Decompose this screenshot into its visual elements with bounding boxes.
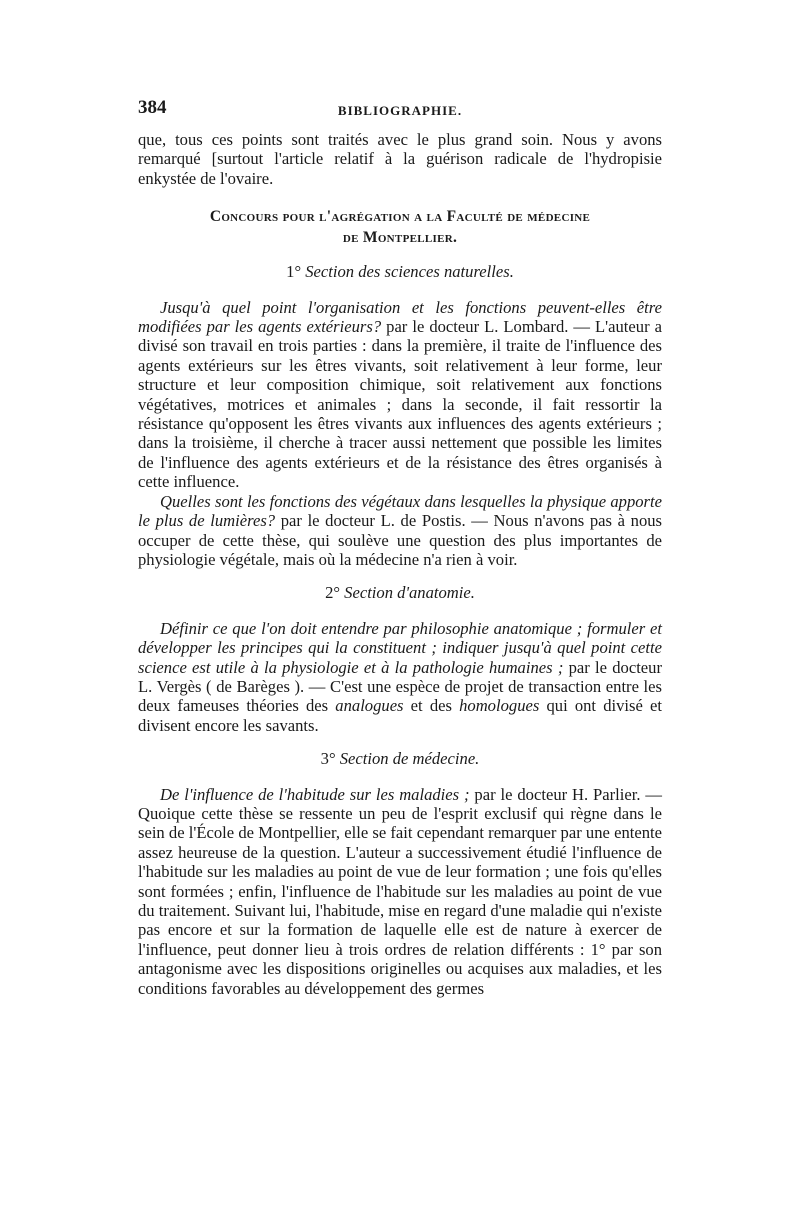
running-title: BIBLIOGRAPHIE. xyxy=(337,103,463,118)
thesis-title: Définir ce que l'on doit entendre par philosophie anatomique ; formuler et développer les principes qui la constituent ; indiquer jusqu'à quel point cette science est utile à la physiologie et à la pathologie humaines ; xyxy=(138,618,662,677)
entry-lombard xyxy=(138,298,662,492)
thesis-title: De l'influence de l'habitude sur les maladies ; xyxy=(160,784,470,804)
section-heading-anatomie xyxy=(138,583,662,602)
entry-text: par le docteur L. Lombard. — L'auteur a divisé son travail en trois parties : dans la première, il traite de l'influence des agents extérieurs sur les êtres vivants, soit relativement à leur forme, leur structure et leur composition chimique, soit relativement aux fonctions végétatives, motrices et animales ; dans la seconde, il fait ressortir la résistance qu'opposent les êtres vivants aux influences des agents extérieurs ; dans la troisième, il cherche à tracer aussi nettement que possible les limites de l'influence des agents extérieurs et de la résistance des êtres organisés à cette influence. xyxy=(138,317,662,492)
section-title: Section des sciences naturelles. xyxy=(305,262,514,282)
page-number: 384 xyxy=(138,97,167,118)
entry-text: qui ont divisé et divisent encore les savants. xyxy=(138,696,662,735)
entry-text: et des xyxy=(403,696,460,716)
section-number: 1° xyxy=(286,262,302,282)
entry-text: par le docteur L. Vergès ( de Barèges ). — C'est une espèce de projet de transaction entre les deux fameuses théories des xyxy=(138,657,662,716)
intro-paragraph: que, tous ces points sont traités avec le plus grand soin. Nous y avons remarqué [surtout l'article relatif à la guérison radicale de l'hydropisie enkystée de l'ovaire. xyxy=(138,130,662,188)
section-number: 2° xyxy=(325,583,341,603)
section-heading-sciences-naturelles xyxy=(138,262,662,281)
section-title: Section de médecine. xyxy=(339,749,480,769)
concours-heading-line1: Concours pour l'agrégation a la Faculté de médecine xyxy=(209,208,591,226)
document-page xyxy=(138,98,662,998)
entry-text: par le docteur L. de Postis. — Nous n'avons pas à nous occuper de cette thèse, qui soulève une question des plus importantes de physiologie végétale, mais où la médecine n'a rien à voir. xyxy=(138,511,662,569)
section-heading-medecine xyxy=(138,749,662,768)
entry-verges xyxy=(138,619,662,735)
entry-parlier xyxy=(138,785,662,998)
running-head xyxy=(138,98,662,122)
concours-heading xyxy=(138,206,662,248)
term-homologues: homologues xyxy=(459,696,540,716)
thesis-title: Jusqu'à quel point l'organisation et les fonctions peuvent-elles être modifiées par les agents extérieurs? xyxy=(138,297,662,337)
section-number: 3° xyxy=(320,749,336,769)
entry-postis xyxy=(138,492,662,570)
term-analogues: analogues xyxy=(335,696,404,716)
section-title: Section d'anatomie. xyxy=(344,583,475,603)
concours-heading-line2: de Montpellier. xyxy=(342,229,458,247)
thesis-title: Quelles sont les fonctions des végétaux dans lesquelles la physique apporte le plus de lumières? xyxy=(138,491,662,531)
entry-text: par le docteur H. Parlier. — Quoique cette thèse se ressente un peu de l'esprit exclusif qui règne dans le sein de l'École de Montpellier, elle se fait cependant remarquer par une entente assez heureuse de la question. L'auteur a successivement étudié l'influence de l'habitude sur les maladies au point de vue de leur formation ; une fois qu'elles sont formées ; enfin, l'influence de l'habitude sur les maladies au point de vue du traitement. Suivant lui, l'habitude, mise en regard d'une maladie qui n'existe pas encore et sur la formation de laquelle elle est de nature à exercer de l'influence, peut donner lieu à trois ordres de relation différents : 1° par son antagonisme avec les dispositions originelles ou acquises aux maladies, et les conditions favorables au développement des germes xyxy=(138,784,662,998)
